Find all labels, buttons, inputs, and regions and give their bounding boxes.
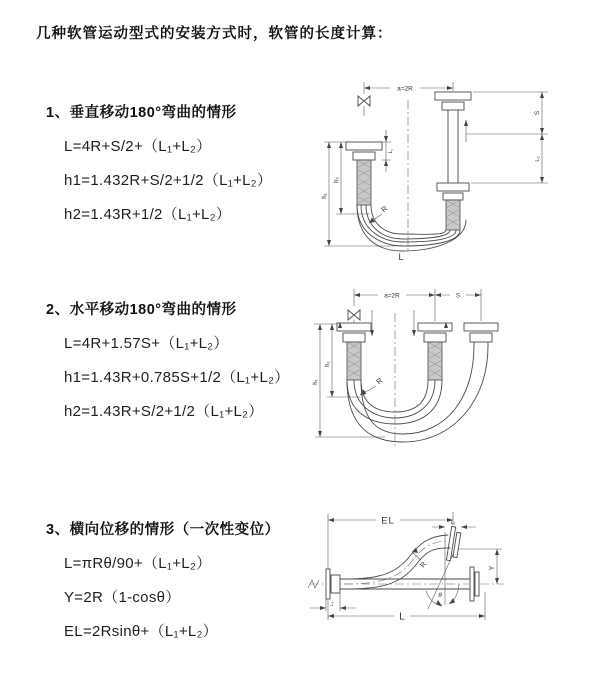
d3-label-r: R (419, 560, 429, 570)
page-title: 几种软管运动型式的安装方式时，软管的长度计算： (36, 26, 393, 42)
d1-dimension-s-l2 (466, 92, 548, 183)
d2-hose-u-bends (347, 346, 488, 442)
d3-right-flange (470, 567, 479, 601)
d3-label-theta: θ (438, 592, 442, 599)
d2-left-flange (337, 323, 371, 380)
section-2-formula-h1: h1=1.43R+0.785S+1/2（L₁+L₂） (64, 369, 290, 386)
section-3-formula-Y: Y=2R（1-cosθ） (64, 589, 181, 606)
d1-label-a2r: a=2R (397, 85, 413, 93)
section-3-heading: 3、横向位移的情形（一次性变位） (46, 522, 280, 538)
d1-label-l1: L₁ (388, 148, 394, 154)
section-1-formula-L: L=4R+S/2+（L₁+L₂） (64, 138, 212, 155)
d3-left-flange (326, 569, 340, 599)
d1-label-l: L (398, 252, 404, 262)
d3-tilted-flange (446, 526, 461, 561)
d1-label-h1: h₁ (322, 193, 328, 199)
section-1-formula-h1: h1=1.432R+S/2+1/2（L₁+L₂） (64, 172, 273, 189)
section-2-heading: 2、水平移动180°弯曲的情形 (46, 302, 237, 318)
section-1-heading: 1、垂直移动180°弯曲的情形 (46, 105, 237, 121)
d3-label-el: EL (381, 515, 395, 527)
d1-label-s: S (534, 110, 541, 116)
section-1-formula-h2: h2=1.43R+1/2（L₁+L₂） (64, 206, 232, 223)
d2-right-flange (464, 323, 498, 346)
d2-radius-callout (360, 376, 385, 395)
section-3-formula-L: L=πRθ/90+（L₁+L₂） (64, 555, 212, 572)
d1-label-r: R (379, 203, 390, 215)
section-2-formula-L: L=4R+1.57S+（L₁+L₂） (64, 335, 229, 352)
d3-dimension-l (328, 592, 485, 623)
d3-label-y: Y (489, 565, 496, 571)
d3-label-l: L (399, 611, 405, 623)
diagram-vertical-180-bend (298, 68, 570, 266)
d1-left-flange (346, 142, 382, 205)
d2-label-h1: h₁ (313, 379, 319, 385)
d3-label-l1: L₁ (329, 601, 334, 607)
diagram-horizontal-180-bend (300, 280, 585, 470)
d2-dimension-a2r-s (354, 289, 481, 321)
section-1 (46, 101, 272, 224)
d2-middle-flange (418, 323, 452, 380)
d1-label-h2: h₂ (334, 177, 340, 183)
d3-dimension-el (328, 512, 453, 569)
section-3 (46, 518, 280, 641)
section-2-formula-h2: h2=1.43R+S/2+1/2（L₁+L₂） (64, 403, 264, 420)
d3-label-l2: L₂ (450, 520, 456, 526)
d2-label-h2: h₂ (325, 361, 331, 367)
valve-icon (348, 310, 360, 323)
valve-icon (358, 96, 370, 116)
d2-label-s: S (455, 292, 461, 300)
d3-hose-s-curve (344, 535, 450, 589)
d2-label-a2r: a=2R (384, 292, 400, 300)
section-3-formula-EL: EL=2Rsinθ+（L₁+L₂） (64, 623, 218, 640)
d2-label-r: R (374, 375, 385, 387)
section-2 (46, 298, 290, 421)
d3-angle-theta (426, 552, 459, 609)
d3-dimension-l1 (310, 593, 356, 611)
diagram-lateral-displacement (298, 492, 600, 644)
d3-radius-callout (412, 548, 428, 570)
d1-dimension-l1 (382, 130, 394, 172)
d1-right-flange-assembly (435, 92, 471, 230)
d1-label-l2: L₂ (535, 156, 541, 162)
